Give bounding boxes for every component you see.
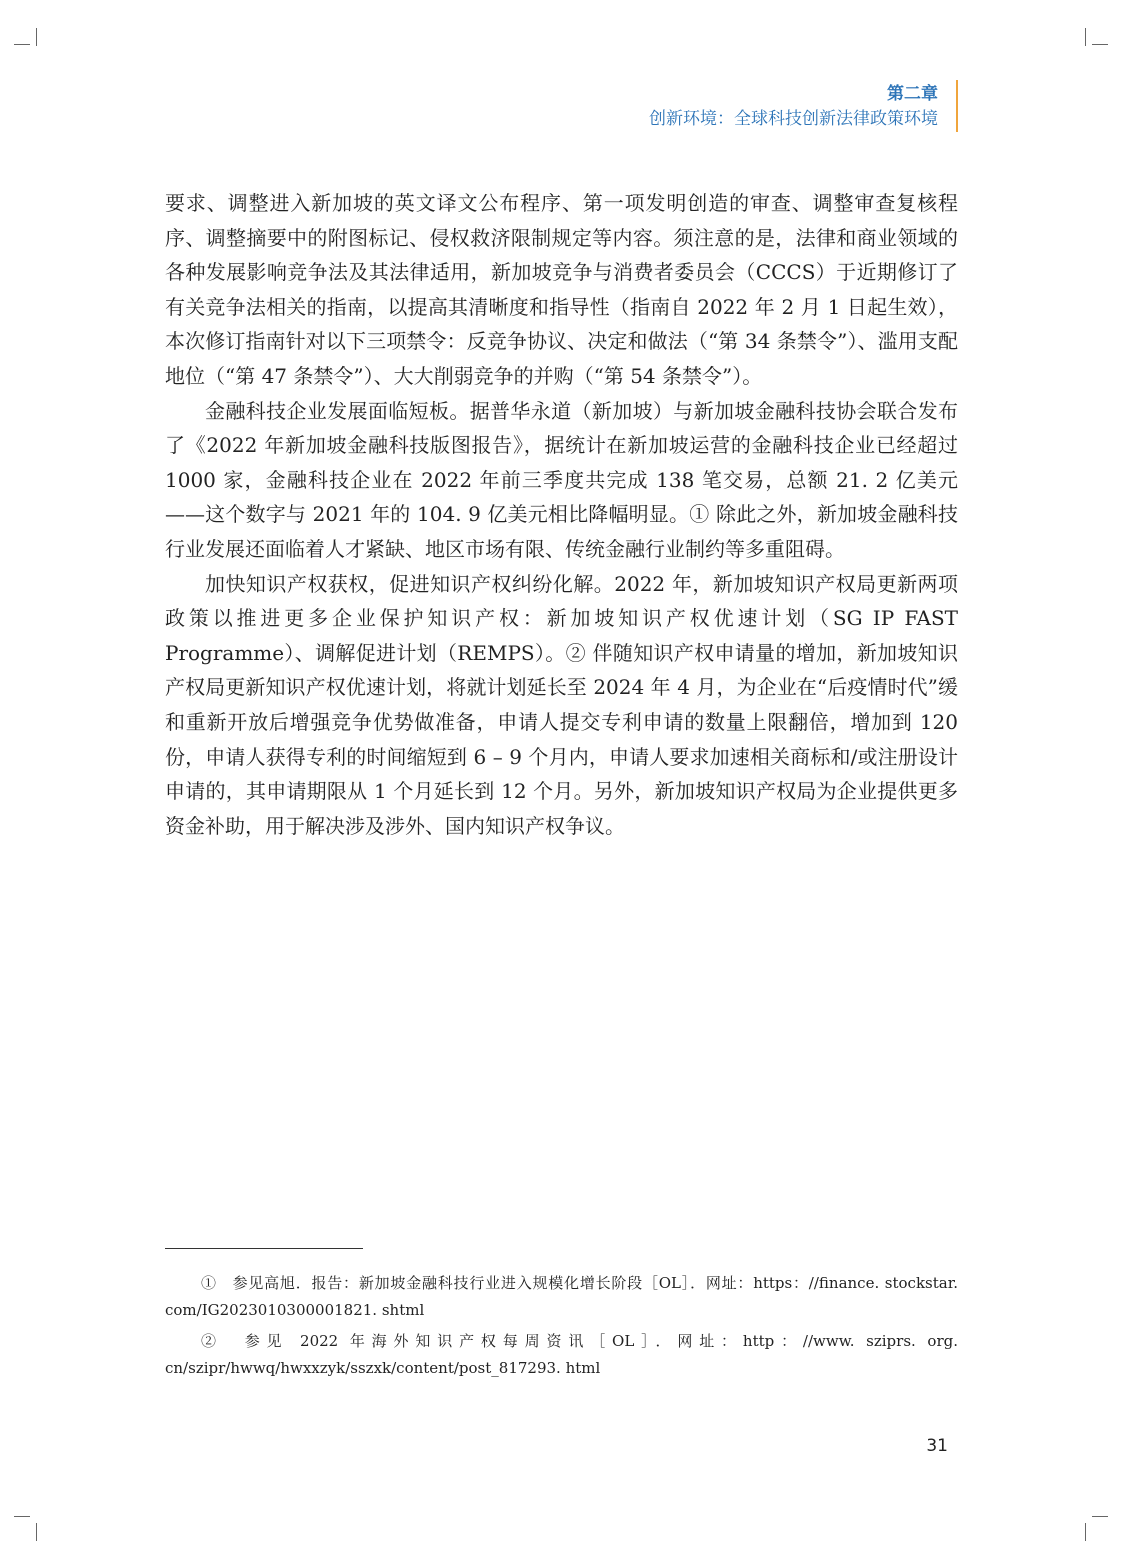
crop-mark-bottom-right-v xyxy=(1085,1523,1086,1541)
footnote-1: ① 参见高旭．报告：新加坡金融科技行业进入规模化增长阶段［OL］．网址：https：//finance. stockstar. com/IG2023010300001821. shtml xyxy=(165,1274,958,1319)
footnotes xyxy=(165,1270,958,1386)
body-text xyxy=(165,186,958,843)
running-header xyxy=(649,82,948,132)
paragraph-1: 要求、调整进入新加坡的英文译文公布程序、第一项发明创造的审查、调整审查复核程序、调整摘要中的附图标记、侵权救济限制规定等内容。须注意的是，法律和商业领域的各种发展影响竞争法及其法律适用，新加坡竞争与消费者委员会（CCCS）于近期修订了有关竞争法相关的指南，以提高其清晰度和指导性（指南自 2022 年 2 月 1 日起生效），本次修订指南针对以下三项禁令：反竞争协议、决定和做法（“第 34 条禁令”）、滥用支配地位（“第 47 条禁令”）、大大削弱竞争的并购（“第 54 条禁令”）。 xyxy=(165,191,958,388)
crop-mark-top-right-h xyxy=(1092,44,1108,45)
crop-mark-bottom-left-v xyxy=(36,1523,37,1541)
paragraph-2: 金融科技企业发展面临短板。据普华永道（新加坡）与新加坡金融科技协会联合发布了《2022 年新加坡金融科技版图报告》，据统计在新加坡运营的金融科技企业已经超过 1000 家，金融科技企业在 2022 年前三季度共完成 138 笔交易，总额 21. 2 亿美元——这个数字与 2021 年的 104. 9 亿美元相比降幅明显。① 除此之外，新加坡金融科技行业发展还面临着人才紧缺、地区市场有限、传统金融行业制约等多重阻碍。 xyxy=(165,398,958,561)
paragraph-3: 加快知识产权获权，促进知识产权纠纷化解。2022 年，新加坡知识产权局更新两项政策以推进更多企业保护知识产权：新加坡知识产权优速计划（SG IP FAST Programme）、调解促进计划（REMPS）。② 伴随知识产权申请量的增加，新加坡知识产权局更新知识产权优速计划，将就计划延长至 2024 年 4 月，为企业在“后疫情时代”缓和重新开放后增强竞争优势做准备，申请人提交专利申请的数量上限翻倍，增加到 120 份，申请人获得专利的时间缩短到 6 – 9 个月内，申请人要求加速相关商标和/或注册设计申请的，其申请期限从 1 个月延长到 12 个月。另外，新加坡知识产权局为企业提供更多资金补助，用于解决涉及涉外、国内知识产权争议。 xyxy=(165,571,958,838)
crop-mark-top-right-v xyxy=(1085,28,1086,46)
page-number: 31 xyxy=(926,1436,948,1456)
chapter-label: 第二章 xyxy=(887,84,938,104)
header-accent-rule xyxy=(956,80,958,132)
footnote-rule xyxy=(165,1248,363,1249)
crop-mark-bottom-right-h xyxy=(1092,1516,1108,1517)
footnote-2: ② 参见 2022 年海外知识产权每周资讯［OL］．网址：http：//www. sziprs. org. cn/szipr/hwwq/hwxxzyk/sszxk/content/post_817293. html xyxy=(165,1332,958,1377)
crop-mark-bottom-left-h xyxy=(14,1516,30,1517)
crop-mark-top-left-h xyxy=(14,44,30,45)
crop-mark-top-left-v xyxy=(36,28,37,46)
chapter-title: 创新环境：全球科技创新法律政策环境 xyxy=(649,109,938,129)
